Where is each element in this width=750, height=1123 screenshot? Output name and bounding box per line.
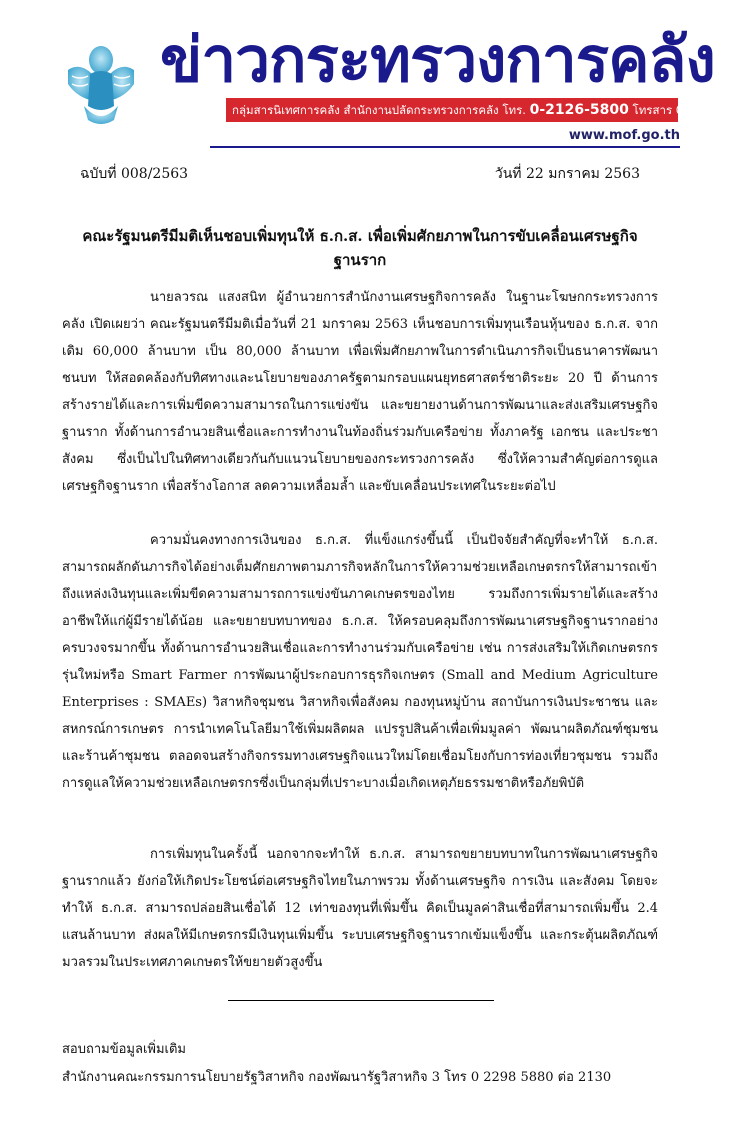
letterhead [0,0,750,160]
contact-label: สอบถามข้อมูลเพิ่มเติม [62,1042,187,1057]
garuda-emblem-icon [62,40,140,126]
contact-organization: สำนักงานคณะกรรมการนโยบายรัฐวิสาหกิจ กองพัฒนารัฐวิสาหกิจ 3 โทร 0 2298 5880 ต่อ 2130 [62,1070,612,1085]
issue-number: ฉบับที่ 008/2563 [80,166,189,182]
contact-bar [226,98,750,122]
issue-date: วันที่ 22 มกราคม 2563 [494,166,640,182]
body-paragraph-2: ความมั่นคงทางการเงินของ ธ.ก.ส. ที่แข็งแกร่งขึ้นนี้ เป็นปัจจัยสำคัญที่จะทำให้ ธ.ก.ส. สามารถผลักดันภารกิจได้อย่างเต็มศักยภาพตามภารกิจหลักในการให้ความช่วยเหลือเกษตรกรให้สามารถเข้าถึงแหล่งเงินทุนและเพิ่มขีดความสามารถการแข่งขันภาคเกษตรของไทย รวมถึงการเพิ่มรายได้และสร้างอาชีพให้แก่ผู้มีรายได้น้อย และขยายบทบาทของ ธ.ก.ส. ให้ครอบคลุมถึงการพัฒนาเศรษฐกิจฐานรากอย่างครบวงจรมากขึ้น ทั้งด้านการอำนวยสินเชื่อและการทำงานร่วมกับเครือข่าย เช่น การส่งเสริมให้เกิดเกษตรกรรุ่นใหม่หรือ Smart Farmer การพัฒนาผู้ประกอบการธุรกิจเกษตร (Small and Medium Agriculture Enterprises : SMAEs) วิสาหกิจชุมชน วิสาหกิจเพื่อสังคม กองทุนหมู่บ้าน สถาบันการเงินประชาชน และสหกรณ์การเกษตร การนำเทคโนโลยีมาใช้เพิ่มผลิตผล แปรรูปสินค้าเพื่อเพิ่มมูลค่า พัฒนาผลิตภัณฑ์ชุมชนและร้านค้าชุมชน ตลอดจนสร้างกิจกรรมทางเศรษฐกิจแนวใหม่โดยเชื่อมโยงกับการท่องเที่ยวชุมชน รวมถึงการดูแลให้ความช่วยเหลือเกษตรกรซึ่งเป็นกลุ่มที่เปราะบางเมื่อเกิดเหตุภัยธรรมชาติหรือภัยพิบัติ [62,533,658,791]
division-name: กลุ่มสารนิเทศการคลัง สำนักงานปลัดกระทรวงการคลัง [232,103,499,117]
fax-label: โทรสาร [632,103,673,117]
tel-label: โทร. [502,103,526,117]
header-rule [210,146,680,148]
website-url: www.mof.go.th [568,128,680,143]
tel-number: 0-2126-5800 [529,102,629,118]
fax-number: 0-2273-9763 [675,103,750,117]
newsletter-title: ข่าวกระทรวงการคลัง [160,23,715,96]
body-paragraph-3: การเพิ่มทุนในครั้งนี้ นอกจากจะทำให้ ธ.ก.ส. สามารถขยายบทบาทในการพัฒนาเศรษฐกิจฐานรากแล้ว ยังก่อให้เกิดประโยชน์ต่อเศรษฐกิจไทยในภาพรวม ทั้งด้านเศรษฐกิจ การเงิน และสังคม โดยจะทำให้ ธ.ก.ส. สามารถปล่อยสินเชื่อได้ 12 เท่าของทุนที่เพิ่มขึ้น คิดเป็นมูลค่าสินเชื่อที่สามารถเพิ่มขึ้น 2.4 แสนล้านบาท ส่งผลให้มีเกษตรกรมีเงินทุนเพิ่มขึ้น ระบบเศรษฐกิจฐานรากเข้มแข็งขึ้น และกระตุ้นผลิตภัณฑ์มวลรวมในประเทศภาคเกษตรให้ขยายตัวสูงขึ้น [62,847,658,970]
body-paragraph-1: นายลวรณ แสงสนิท ผู้อำนวยการสำนักงานเศรษฐกิจการคลัง ในฐานะโฆษกกระทรวงการคลัง เปิดเผยว่า คณะรัฐมนตรีมีมติเมื่อวันที่ 21 มกราคม 2563 เห็นชอบการเพิ่มทุนเรือนหุ้นของ ธ.ก.ส. จากเดิม 60,000 ล้านบาท เป็น 80,000 ล้านบาท เพื่อเพิ่มศักยภาพในการดำเนินภารกิจเป็นธนาคารพัฒนาชนบท ให้สอดคล้องกับทิศทางและนโยบายของภาครัฐตามกรอบแผนยุทธศาสตร์ชาติระยะ 20 ปี ด้านการสร้างรายได้และการเพิ่มขีดความสามารถในการแข่งขัน และขยายงานด้านการพัฒนาและส่งเสริมเศรษฐกิจฐานราก ทั้งด้านการอำนวยสินเชื่อและการทำงานในท้องถิ่นร่วมกับเครือข่าย ทั้งภาครัฐ เอกชน และประชาสังคม ซึ่งเป็นไปในทิศทางเดียวกันกับแนวนโยบายของกระทรวงการคลัง ซึ่งให้ความสำคัญต่อการดูแลเศรษฐกิจฐานราก เพื่อสร้างโอกาส ลดความเหลื่อมล้ำ และขับเคลื่อนประเทศในระยะต่อไป [62,290,658,494]
divider [228,1000,494,1001]
page-title: คณะรัฐมนตรีมีมติเห็นชอบเพิ่มทุนให้ ธ.ก.ส. เพื่อเพิ่มศักยภาพในการขับเคลื่อนเศรษฐกิจฐานราก [82,227,638,269]
